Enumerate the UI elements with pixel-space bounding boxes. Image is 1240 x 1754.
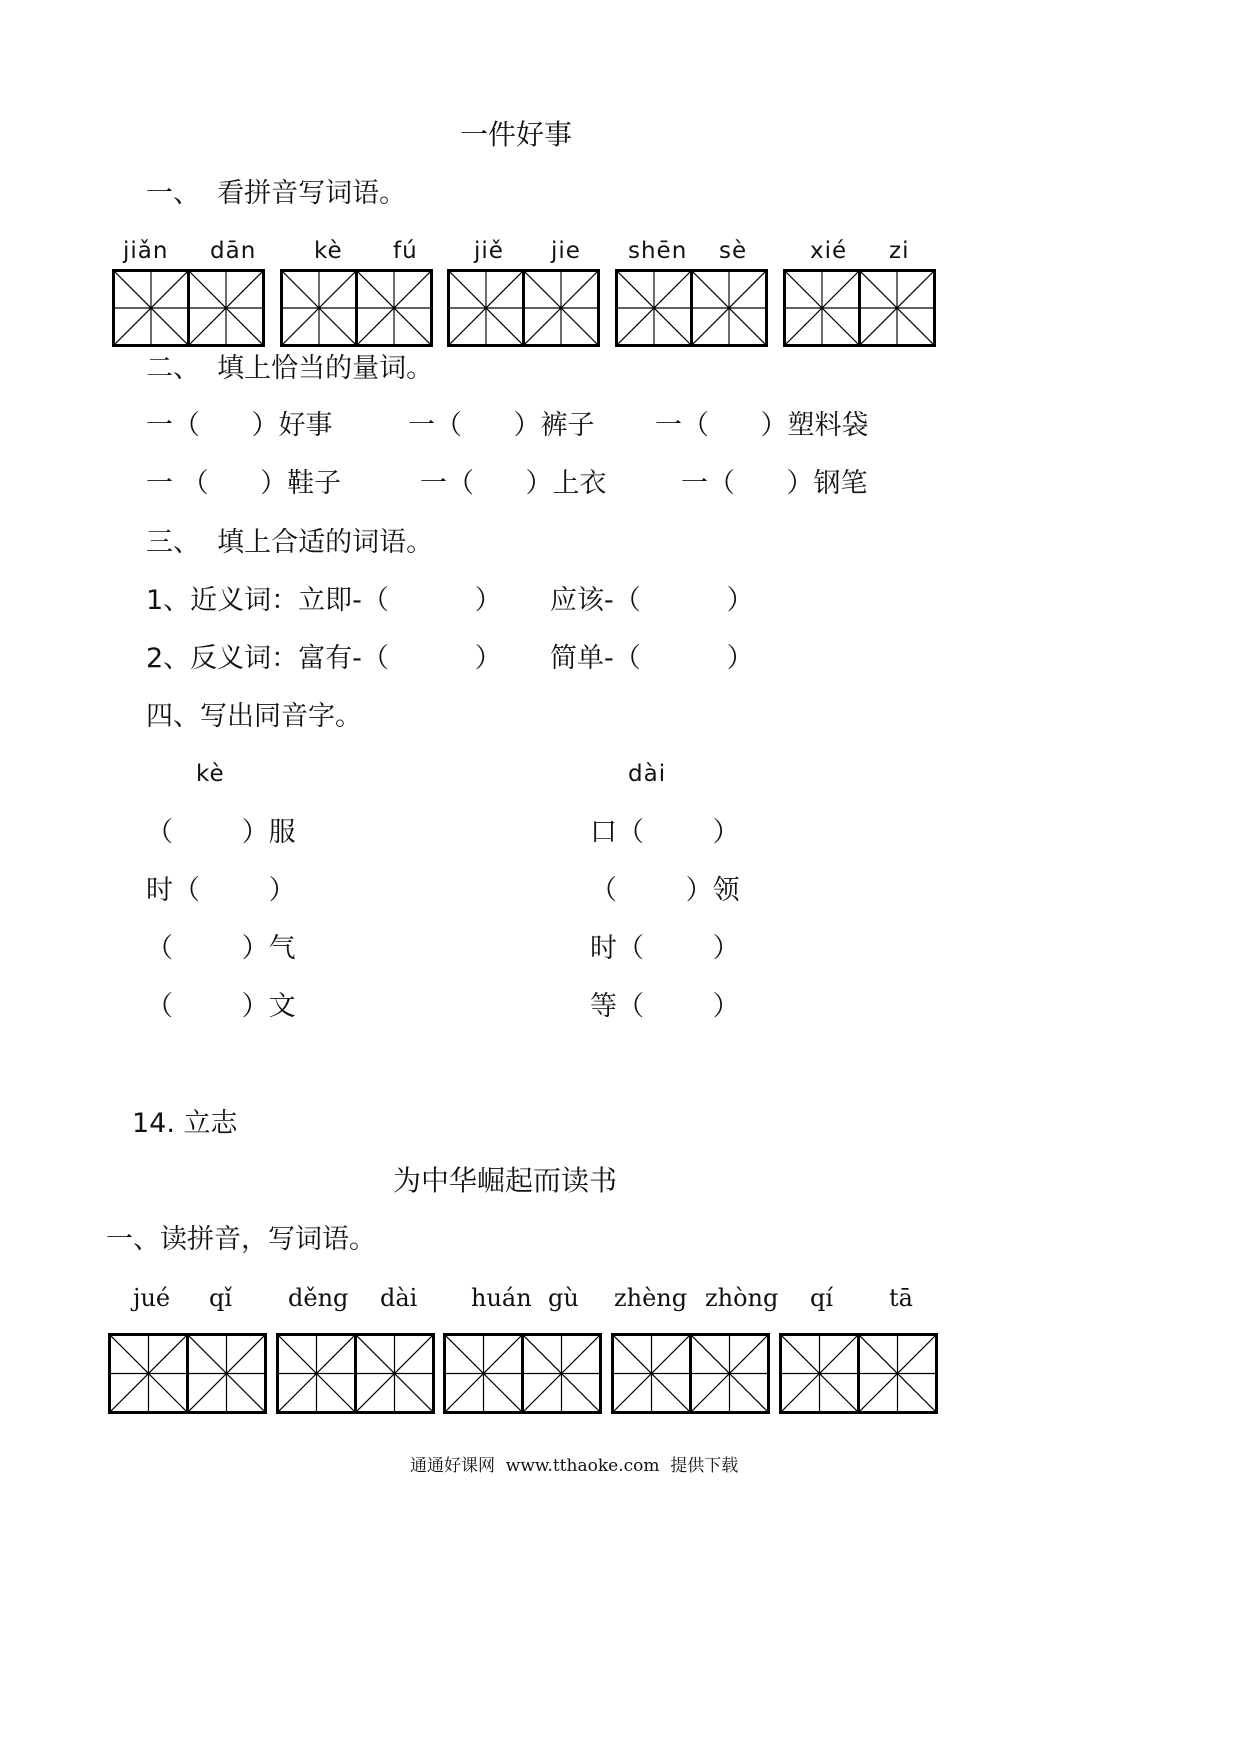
worksheet-title: 一件好事 [460,118,573,151]
writing-cell[interactable] [615,269,693,347]
blank-item: 一（ ）裤子 [408,410,595,441]
homophone-item: （ ）气 [146,933,296,964]
pinyin-label: huán [471,1284,532,1312]
pinyin-label: jué [133,1284,171,1312]
writing-cell[interactable] [858,269,936,347]
writing-grid-pair [443,1333,599,1414]
pinyin-label: qǐ [209,1284,233,1312]
pinyin-label: shēn [628,238,688,264]
writing-cell[interactable] [779,1333,860,1414]
writing-cell[interactable] [354,1333,435,1414]
blank-item: 一（ ）好事 [146,410,333,441]
writing-cell[interactable] [355,269,433,347]
pinyin-label: jiě [474,238,504,264]
lesson-number: 14. 立志 [132,1108,238,1139]
writing-grid-pair [611,1333,767,1414]
homophone-item: （ ）文 [146,991,296,1022]
section-heading: 四、写出同音字。 [146,701,362,732]
blank-item: 一 （ ）鞋子 [146,468,342,499]
blank-item: 一（ ）钢笔 [681,468,868,499]
homophone-item: 时（ ） [590,933,740,964]
pinyin-label: dài [628,761,667,787]
pinyin-label: děng [288,1284,349,1312]
writing-grid-pair [615,269,765,347]
synonym-item: 1、近义词：立即-（ ） [146,585,502,616]
writing-cell[interactable] [187,269,265,347]
pinyin-label: dài [380,1284,418,1312]
pinyin-label: xié [810,238,848,264]
section-heading: 二、 填上恰当的量词。 [146,353,434,384]
pinyin-label: zhòng [705,1284,779,1312]
pinyin-label: jie [551,238,581,264]
pinyin-label: tā [889,1284,913,1312]
pinyin-label: kè [314,238,343,264]
pinyin-label: gù [548,1284,579,1312]
synonym-item: 应该-（ ） [550,585,754,616]
writing-grid-pair [783,269,933,347]
blank-item: 一（ ）塑料袋 [655,410,869,441]
writing-cell[interactable] [112,269,190,347]
pinyin-label: kè [196,761,225,787]
section-heading: 一、读拼音，写词语。 [106,1224,376,1255]
writing-cell[interactable] [783,269,861,347]
homophone-item: 等（ ） [590,991,740,1022]
writing-cell[interactable] [522,269,600,347]
pinyin-label: qí [810,1284,834,1312]
page-footer: 通通好课网 www.tthaoke.com 提供下载 [410,1456,739,1476]
writing-cell[interactable] [521,1333,602,1414]
section-heading: 一、 看拼音写词语。 [146,178,407,209]
pinyin-label: zi [889,238,910,264]
worksheet-title: 为中华崛起而读书 [393,1164,618,1197]
writing-cell[interactable] [611,1333,692,1414]
homophone-item: （ ）服 [146,817,296,848]
writing-grid-pair [276,1333,432,1414]
section-heading: 三、 填上合适的词语。 [146,527,434,558]
writing-cell[interactable] [447,269,525,347]
pinyin-label: zhèng [614,1284,688,1312]
writing-cell[interactable] [443,1333,524,1414]
writing-cell[interactable] [276,1333,357,1414]
writing-grid-pair [447,269,597,347]
writing-cell[interactable] [857,1333,938,1414]
pinyin-label: dān [210,238,257,264]
homophone-item: （ ）领 [590,875,740,906]
pinyin-label: sè [719,238,748,264]
antonym-item: 2、反义词：富有-（ ） [146,643,502,674]
writing-cell[interactable] [108,1333,189,1414]
writing-cell[interactable] [689,1333,770,1414]
writing-grid-pair [108,1333,264,1414]
writing-cell[interactable] [690,269,768,347]
writing-cell[interactable] [186,1333,267,1414]
pinyin-label: jiǎn [123,238,169,264]
antonym-item: 简单-（ ） [550,643,754,674]
homophone-item: 时（ ） [146,875,296,906]
writing-grid-pair [280,269,430,347]
homophone-item: 口（ ） [590,817,740,848]
writing-grid-pair [779,1333,935,1414]
writing-cell[interactable] [280,269,358,347]
pinyin-label: fú [393,238,418,264]
writing-grid-pair [112,269,262,347]
blank-item: 一（ ）上衣 [420,468,607,499]
